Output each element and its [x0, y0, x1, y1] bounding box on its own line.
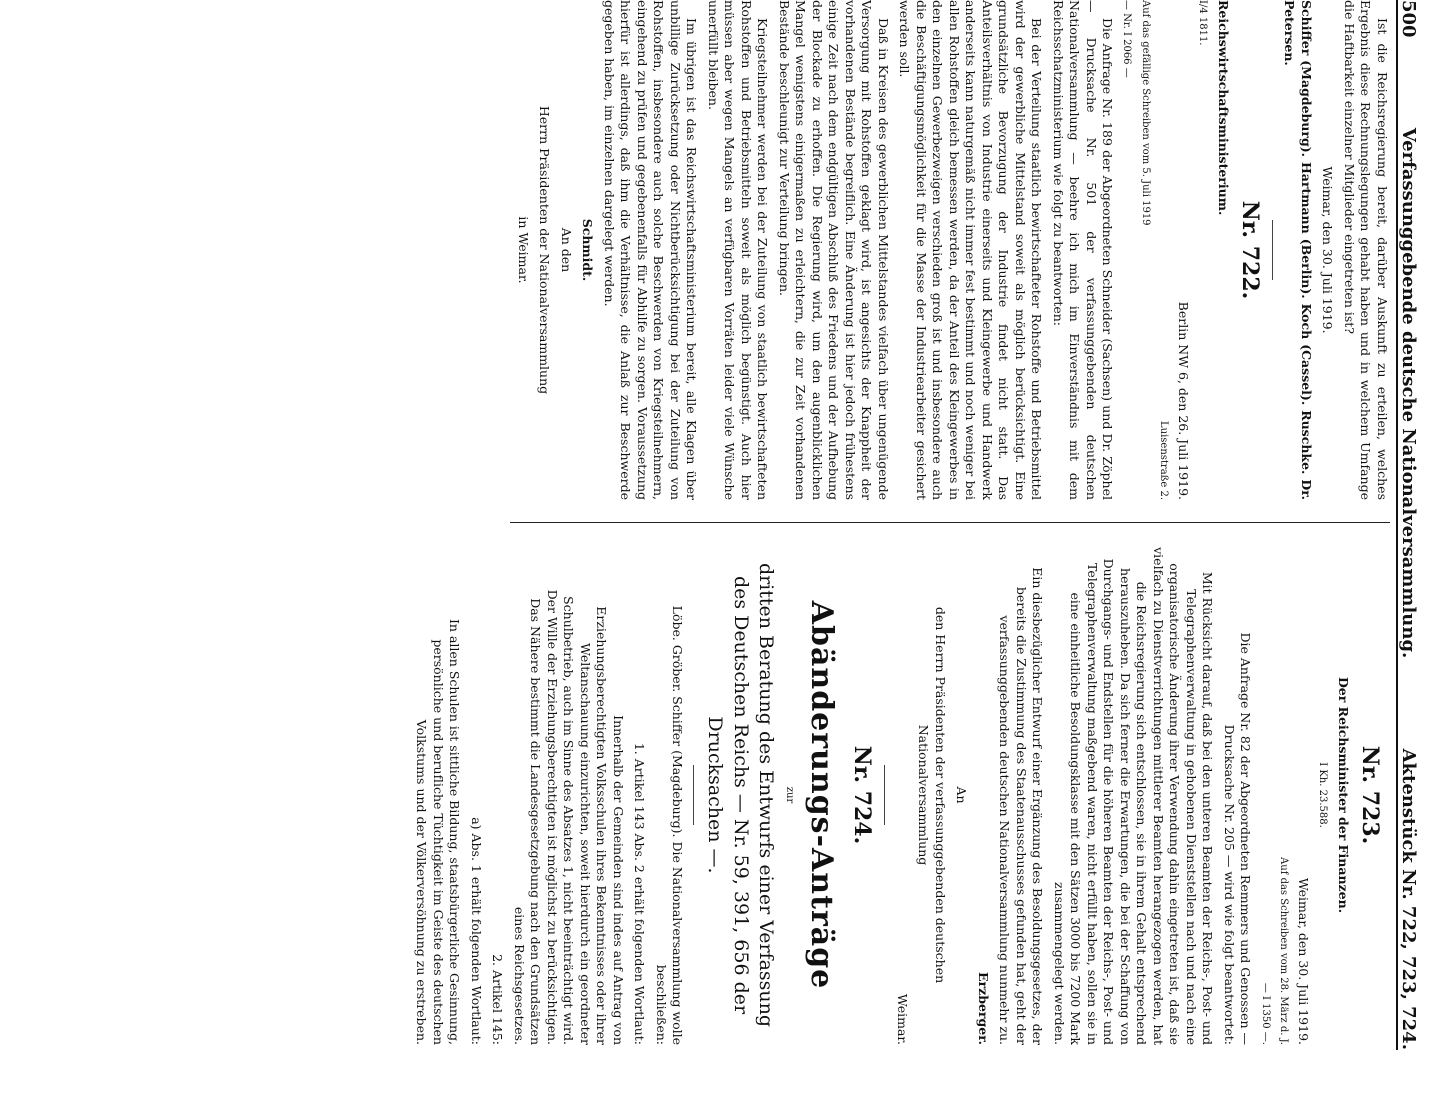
address-line: Weimar. [894, 993, 910, 1045]
signature: Schmidt. [580, 218, 596, 282]
signers: Schiffer (Magdeburg). Hartmann (Berlin). Koch (Cassel). Ruschke. Dr. Petersen. [1282, 0, 1314, 500]
place-date: Berlin NW 6, den 26. Juli 1919. [1176, 301, 1192, 500]
address-line: in Weimar. [515, 216, 531, 284]
place-date: Weimar, den 30. Juli 1919. [1296, 877, 1312, 1045]
ref-number: — I 1350 —. [1259, 982, 1271, 1045]
divider [693, 765, 694, 825]
page-header [1396, 0, 1424, 1050]
street: Luisenstraße 2. [1157, 421, 1169, 500]
address-line: An [954, 786, 970, 804]
left-column [509, 0, 1390, 500]
paragraph: Die Anfrage Nr. 189 der Abgeordneten Schneider (Sachsen) und Dr. Zöphel — Drucksache Nr. 501 der verfassunggebenden deutschen Nationalversammlung — beehre ich mich im Einverständnis mit dem Reichsschatzministerium wie folgt zu beantworten: [1050, 0, 1116, 500]
item-text: Innerhalb der Gemeinden sind indes auf Antrag von Erziehungsberechtigten Volksschulen ihres Bekenntnisses oder ihrer Weltanschauung einzurichten, soweit hierdurch ein geordneter Schulbetrieb, auch im Sinne des Absatzes 1, nicht beeinträchtigt wird. Der Wille der Erziehungsberechtigten ist möglichst zu berücksichtigen. Das Nähere bestimmt die Landesgesetzgebung nach den Grundsätzen eines Reichsgesetzes. [511, 589, 626, 1045]
reference: I Kh. 23.588. [1317, 762, 1329, 828]
zur: zur [783, 786, 795, 804]
address-line: den Herrn Präsidenten der verfassunggebenden deutschen Nationalversammlung [916, 606, 948, 984]
paragraph: Daß in Kreisen des gewerblichen Mittelstandes vielfach über ungenügende Versorgung mit Rohstoffen geklagt wird, ist angesichts der Knappheit der vorhandenen Bestände begreiflich. Eine Änderung ist hier jedoch frühestens einige Zeit nach dem endgültigen Abschluß des Friedens und der Aufhebung der Blockade zu erhoffen. Die Regierung wird, um den augenblicklichen Mangel wenigstens einigermaßen zu erleichtern, die zur Zeit vorhandenen Bestände beschleunigt zur Verteilung bringen. [776, 0, 891, 500]
section-title: Abänderungs-Anträge [804, 600, 840, 990]
reference: I/4 1811. [1197, 0, 1209, 46]
doc-number: Nr. 723. [1357, 745, 1383, 845]
ref-number: — Nr. I 2066 — [1121, 0, 1133, 78]
paragraph: Ein diesbezüglicher Entwurf einer Ergänzung des Besoldungsgesetzes, der bereits die Zustimmung des Staatenausschusses gefunden hat, geht der verfassunggebenden deutschen Nationalversammlung nunmehr zu. [997, 567, 1046, 1045]
paragraph: Ist die Reichsregierung bereit, darüber Auskunft zu erteilen, welches Ergebnis diese Rechnungslegungen gehabt haben und in welchem Umfange die Haftbarkeit einzelner Mitglieder eingetreten ist? [1342, 0, 1390, 500]
ministry: Reichswirtschaftsministerium. [1215, 0, 1231, 216]
item-subheading: a) Abs. 1 erhält folgenden Wortlaut: [468, 817, 484, 1045]
header-docs: Aktenstück Nr. 722, 723, 724. [1398, 748, 1419, 1050]
signature: Erzberger. [975, 972, 991, 1045]
divider [1272, 220, 1273, 280]
right-column [408, 545, 1390, 1045]
paragraph: Im übrigen ist das Reichswirtschaftsministerium bereit, alle Klagen über unbillige Zurücksetzung oder Nichtberücksichtigung bei der Zuteilung von Rohstoffen, insbesondere auch solche Beschwerden von Kriegsteilnehmern, eingehend zu prüfen und gegebenenfalls für Abhilfe zu sorgen. Voraussetzung hierfür ist allerdings, daß ihm die Verhältnisse, die Anlaß zur Beschwerde gegeben haben, im einzelnen dargelegt werden. [601, 0, 700, 500]
paragraph: Kriegsteilnehmer werden bei der Zuteilung von staatlich bewirtschafteten Rohstoffen und Betriebsmitteln soweit als möglich begünstigt. Auch hier müssen aber wegen Mangels an verfügbaren Vorräten leider viele Wünsche unerfüllt bleiben. [705, 0, 771, 500]
header-title: Verfassunggebende deutsche Nationalversammlung. [1398, 127, 1419, 659]
doc-number: Nr. 724. [849, 745, 876, 845]
item-text: In allen Schulen ist sittliche Bildung, staatsbürgerliche Gesinnung, persönliche und berufliche Tüchtigkeit im Geiste des deutschen Volkstums und der Völkerversöhnung zu erstreben. [414, 618, 463, 1045]
column-divider [510, 522, 1390, 523]
address-line: An den [558, 227, 574, 273]
motion: Löbe. Gröber. Schiffer (Magdeburg). Die Nationalversammlung wolle beschließen: [653, 605, 686, 1045]
page-number: 500 [1398, 0, 1419, 38]
ref-note: Auf das gefällige Schreiben vom 5. Juli 1919 [1139, 0, 1151, 226]
doc-number: Nr. 722. [1237, 200, 1263, 300]
place-date: Weimar, den 30. Juli 1919. [1320, 166, 1336, 334]
divider [884, 765, 885, 825]
paragraph: Mit Rücksicht darauf, daß bei den unteren Beamten der Reichs-, Post- und Telegraphenverwaltung in gehobenen Dienststellen nach und nach eine organisatorische Änderung ihrer Verwendung dahin eingetreten ist, daß sie vielfach zu Dienstverrichtungen mittlerer Beamten herangezogen werden, hat die Reichsregierung sich entschlossen, sie in ihrem Gehalt entsprechend herauszuheben. Da sich ferner die Erwartungen, die bei der Schaffung von Durchgangs- und Endstellen für die höheren Beamten der Reichs-, Post- und Telegraphenverwaltung maßgebend waren, nicht erfüllt haben, sollen sie in eine einheitliche Besoldungsklasse mit den Sätzen 3000 bis 7200 Mark zusammengelegt werden. [1051, 547, 1216, 1045]
item-heading: 2. Artikel 145: [490, 954, 506, 1045]
address-line: Herrn Präsidenten der Nationalversammlung [537, 105, 553, 395]
section-subtitle: dritten Beratung des Entwurfs einer Verfassung des Deutschen Reichs — Nr. 59, 391, 656 der Drucksachen —. [704, 562, 777, 1028]
paragraph: Bei der Verteilung staatlich bewirtschafteter Rohstoffe und Betriebsmittel wird der gewerbliche Mittelstand soweit als möglich berücksichtigt. Eine grundsätzliche Bevorzugung der Industrie findet nicht statt. Das Anteilsverhältnis von Industrie einerseits und Kleingewerbe und Handwerk anderseits kann naturgemäß nicht immer fest bestimmt und noch weniger bei allen Rohstoffen gleich bemessen werden, da der Anteil des Kleingewerbes in den einzelnen Gewerbezweigen verschieden groß ist und insbesondere auch die Beschäftigungsmöglichkeit für die Masse der Industriearbeiter gesichert werden soll. [897, 0, 1045, 500]
ministry: Der Reichsminister der Finanzen. [1335, 676, 1351, 914]
item-heading: 1. Artikel 143 Abs. 2 erhält folgenden Wortlaut: [632, 742, 648, 1045]
paragraph: Die Anfrage Nr. 82 der Abgeordneten Remmers und Genossen — Drucksache Nr. 205 — wird wie folgt beantwortet: [1221, 632, 1254, 1045]
ref-note: Auf das Schreiben vom 28. März d. J. [1277, 857, 1289, 1045]
